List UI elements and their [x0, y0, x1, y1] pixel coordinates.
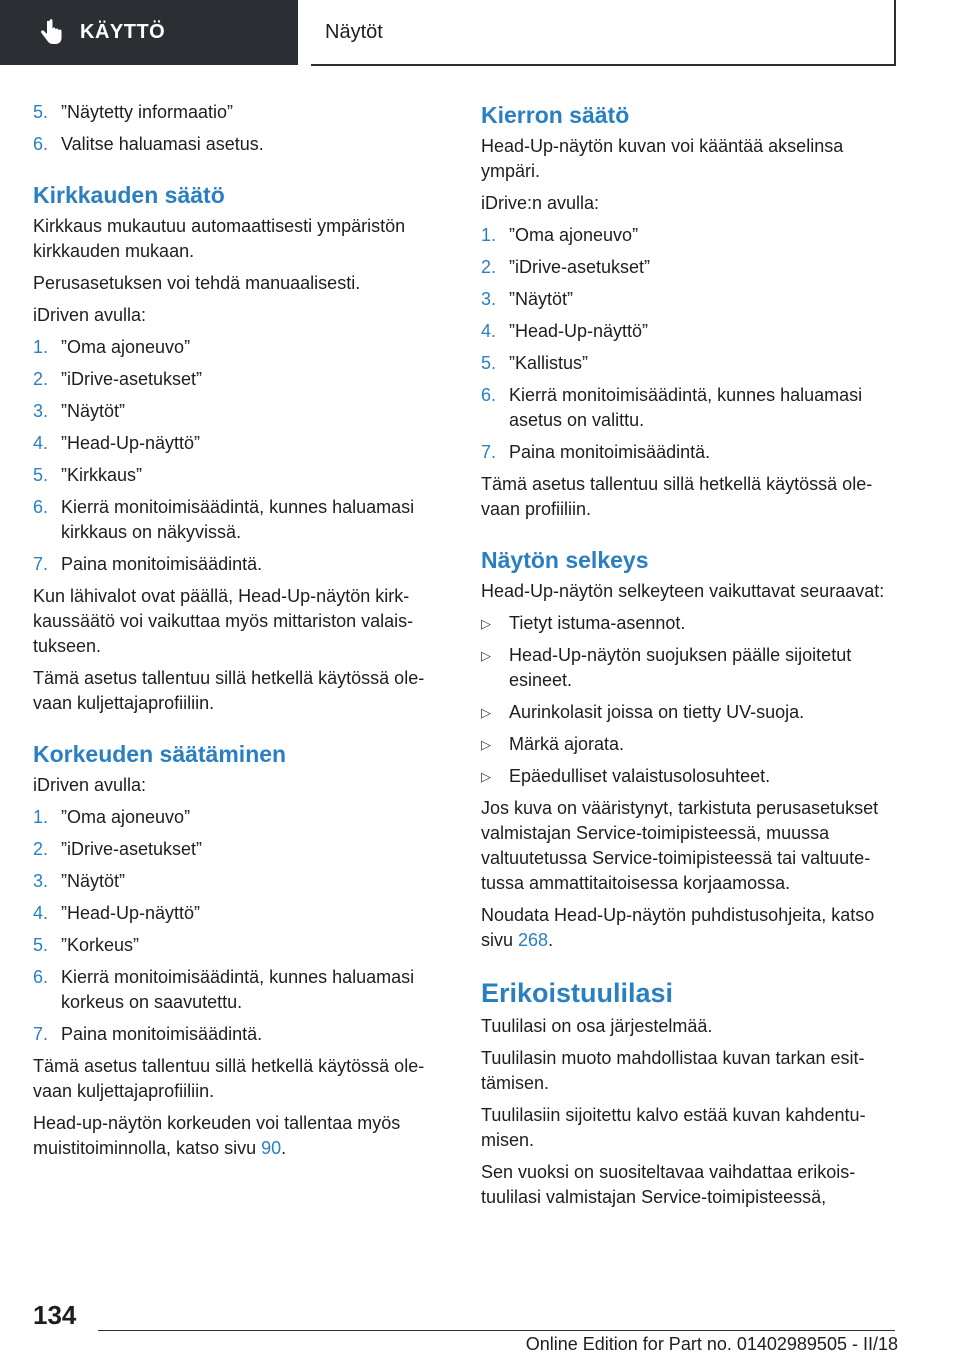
list-item [33, 933, 443, 958]
paragraph-text: . [548, 930, 554, 950]
list-item [481, 764, 895, 789]
height-heading: Korkeuden säätäminen [33, 741, 287, 767]
step-text: ”iDrive-asetukset” [509, 257, 651, 277]
step-text: ”Näytöt” [509, 289, 574, 309]
list-item [481, 351, 895, 376]
step-number: 5. [33, 102, 49, 122]
step-text: ”Näytetty informaatio” [61, 102, 234, 122]
step-text: Paina monitoimisäädintä. [61, 1024, 263, 1044]
step-text: ”Oma ajoneuvo” [61, 807, 191, 827]
hand-pointer-icon [36, 18, 66, 48]
windshield-heading: Erikoistuulilasi [481, 978, 674, 1008]
paragraph: iDrive:n avulla: [481, 193, 600, 213]
step-number: 4. [481, 321, 497, 341]
step-number: 6. [481, 385, 497, 405]
cleaning-paragraph [481, 903, 895, 953]
step-text: ”Näytöt” [61, 401, 126, 421]
list-item [33, 463, 443, 488]
paragraph: Kirkkaus mukautuu automaattisesti ympäristön kirkkauden mukaan. [33, 216, 406, 261]
list-item [481, 732, 895, 757]
clarity-heading: Näytön selkeys [481, 547, 649, 573]
step-text: ”iDrive-asetukset” [61, 839, 203, 859]
step-number: 1. [33, 807, 49, 827]
step-number: 6. [33, 967, 49, 987]
paragraph: Head-Up-näytön selkeyteen vaikuttavat seuraavat: [481, 581, 885, 601]
paragraph: Perusasetuksen voi tehdä manuaalisesti. [33, 273, 361, 293]
list-item [33, 901, 443, 926]
paragraph: Jos kuva on vääristynyt, tarkistuta perusasetukset valmistajan Service-toimipisteessä, muussa valtuutetussa Service-toimipisteessä tai valtuutetussa ammattitaitoisessa korjaamossa. [481, 798, 879, 893]
step-text: ”Näytöt” [61, 871, 126, 891]
paragraph: Kun lähivalot ovat päällä, Head-Up-näytön kirkkaussäätö voi vaikuttaa myös mittariston valaistukseen. [33, 586, 414, 656]
step-text: Valitse haluamasi asetus. [61, 134, 264, 154]
list-item [33, 869, 443, 894]
rotation-heading: Kierron säätö [481, 102, 630, 128]
list-item [481, 643, 895, 693]
left-column [33, 100, 443, 1168]
step-text: Kierrä monitoimisäädintä, kunnes haluamasi korkeus on saavutettu. [61, 967, 415, 1012]
list-item [33, 1022, 443, 1047]
bullet-text: Tietyt istuma-asennot. [509, 613, 686, 633]
list-item [33, 335, 443, 360]
step-number: 6. [33, 134, 49, 154]
step-number: 4. [33, 903, 49, 923]
list-item [33, 431, 443, 456]
memory-paragraph [33, 1111, 443, 1161]
step-number: 5. [33, 935, 49, 955]
paragraph: iDriven avulla: [33, 775, 147, 795]
step-number: 6. [33, 497, 49, 517]
step-number: 2. [481, 257, 497, 277]
step-text: Paina monitoimisäädintä. [61, 554, 263, 574]
list-item [481, 287, 895, 312]
bullet-text: Aurinkolasit joissa on tietty UV-suoja. [509, 702, 805, 722]
chapter-title: KÄYTTÖ [80, 21, 166, 43]
step-number: 1. [481, 225, 497, 245]
paragraph: Tämä asetus tallentuu sillä hetkellä käytössä olevaan profiiliin. [481, 474, 873, 519]
bullet-text: Head-Up-näytön suojuksen päälle sijoitetut esineet. [509, 645, 852, 690]
step-number: 5. [481, 353, 497, 373]
step-number: 5. [33, 465, 49, 485]
paragraph: iDriven avulla: [33, 305, 147, 325]
triangle-bullet-icon: ▷ [481, 769, 491, 784]
paragraph: Sen vuoksi on suositeltavaa vaihdattaa erikoistuulilasi valmistajan Service-toimipisteessä, [481, 1162, 856, 1207]
paragraph: Tämä asetus tallentuu sillä hetkellä käytössä olevaan kuljettajaprofiiliin. [33, 668, 425, 713]
step-text: ”Head-Up-näyttö” [61, 433, 201, 453]
list-item [481, 255, 895, 280]
bullet-text: Märkä ajorata. [509, 734, 625, 754]
list-item [481, 383, 895, 433]
paragraph-text: Head-up-näytön korkeuden voi tallentaa myös muistitoiminnolla, katso sivu [33, 1113, 401, 1158]
height-steps-list [33, 805, 443, 1047]
list-item [481, 440, 895, 465]
list-item [33, 132, 443, 157]
brightness-heading: Kirkkauden säätö [33, 182, 225, 208]
list-item [33, 837, 443, 862]
paragraph-text: . [281, 1138, 287, 1158]
page-268-link[interactable]: 268 [518, 930, 549, 950]
list-item [33, 495, 443, 545]
step-number: 7. [481, 442, 497, 462]
step-number: 1. [33, 337, 49, 357]
continued-steps-list [33, 100, 443, 157]
chapter-tab[interactable] [0, 0, 298, 65]
clarity-bullet-list [481, 611, 895, 789]
paragraph: Tuulilasin muoto mahdollistaa kuvan tarkan esittämisen. [481, 1048, 865, 1093]
step-number: 3. [481, 289, 497, 309]
paragraph: Tämä asetus tallentuu sillä hetkellä käytössä olevaan kuljettajaprofiiliin. [33, 1056, 425, 1101]
list-item [481, 223, 895, 248]
step-text: ”Korkeus” [61, 935, 140, 955]
step-text: Paina monitoimisäädintä. [509, 442, 711, 462]
step-number: 2. [33, 369, 49, 389]
step-text: ”Head-Up-näyttö” [509, 321, 649, 341]
list-item [33, 367, 443, 392]
edition-note: Online Edition for Part no. 01402989505 - II/18 [525, 1334, 898, 1354]
footer-divider [98, 1330, 895, 1331]
step-text: ”Kallistus” [509, 353, 589, 373]
brightness-steps-list [33, 335, 443, 577]
paragraph-text: Noudata Head-Up-näytön puhdistusohjeita, katso sivu [481, 905, 875, 950]
step-text: ”Oma ajoneuvo” [61, 337, 191, 357]
step-text: ”Kirkkaus” [61, 465, 143, 485]
paragraph: Head-Up-näytön kuvan voi kääntää akselinsa ympäri. [481, 136, 844, 181]
step-number: 4. [33, 433, 49, 453]
rotation-steps-list [481, 223, 895, 465]
step-text: ”Head-Up-näyttö” [61, 903, 201, 923]
page-number: 134 [33, 1300, 77, 1330]
list-item [33, 805, 443, 830]
list-item [33, 552, 443, 577]
step-text: ”iDrive-asetukset” [61, 369, 203, 389]
step-text: Kierrä monitoimisäädintä, kunnes haluamasi kirkkaus on näkyvissä. [61, 497, 415, 542]
triangle-bullet-icon: ▷ [481, 616, 491, 631]
list-item [481, 319, 895, 344]
paragraph: Tuulilasiin sijoitettu kalvo estää kuvan kahdentumisen. [481, 1105, 866, 1150]
step-number: 3. [33, 401, 49, 421]
right-column [481, 100, 895, 1217]
page-90-link[interactable]: 90 [261, 1138, 282, 1158]
paragraph: Tuulilasi on osa järjestelmää. [481, 1016, 713, 1036]
list-item [481, 611, 895, 636]
step-number: 2. [33, 839, 49, 859]
list-item [33, 100, 443, 125]
step-text: ”Oma ajoneuvo” [509, 225, 639, 245]
triangle-bullet-icon: ▷ [481, 705, 491, 720]
list-item [33, 399, 443, 424]
bullet-text: Epäedulliset valaistusolosuhteet. [509, 766, 771, 786]
triangle-bullet-icon: ▷ [481, 737, 491, 752]
section-header [311, 0, 896, 66]
step-text: Kierrä monitoimisäädintä, kunnes haluamasi asetus on valittu. [509, 385, 863, 430]
list-item [481, 700, 895, 725]
step-number: 3. [33, 871, 49, 891]
step-number: 7. [33, 554, 49, 574]
list-item [33, 965, 443, 1015]
step-number: 7. [33, 1024, 49, 1044]
section-title: Näytöt [325, 20, 383, 43]
triangle-bullet-icon: ▷ [481, 648, 491, 663]
